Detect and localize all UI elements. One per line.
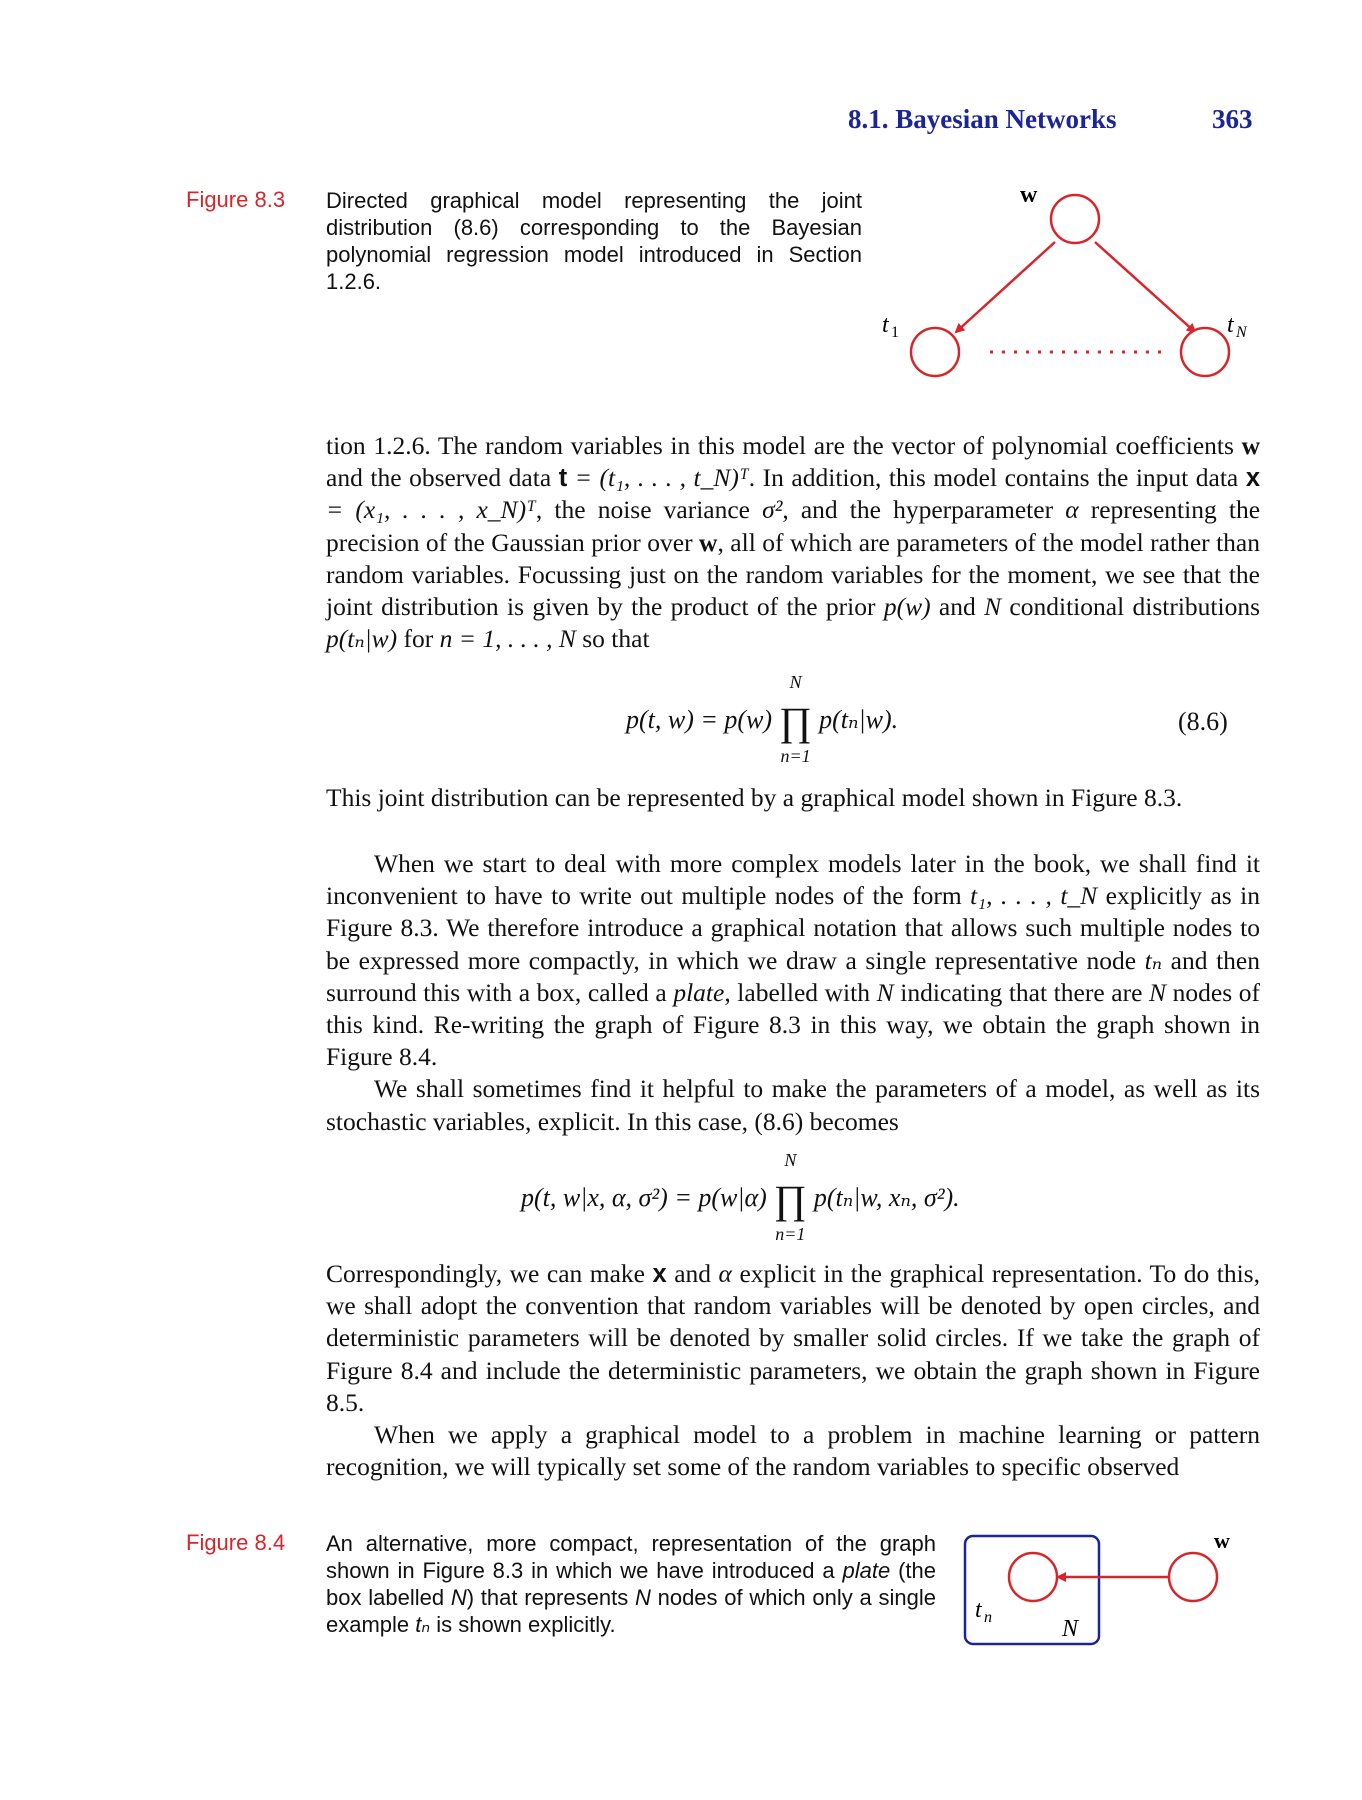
eq86-prod-lower: n=1 [780, 746, 811, 766]
math-tn: tₙ [1144, 945, 1163, 975]
eq2-rhs: p(tₙ|w, xₙ, σ²). [813, 1182, 960, 1212]
p1-text-a: tion 1.2.6. The random variables in this model are the vector of polynomial coefficients [326, 431, 1242, 460]
math-t-vector: = (t₁, . . . , t_N)ᵀ [574, 463, 749, 493]
page-number: 363 [1212, 104, 1253, 134]
math-t: t [558, 464, 568, 493]
math-N: N [984, 592, 1002, 622]
math-N-3: N [1149, 977, 1167, 1007]
node-tN [1181, 328, 1229, 376]
p3-text-e: indicating that there are [893, 977, 1150, 1007]
node-tn-subscript: n [984, 1609, 992, 1626]
p3-text-a: When we start to deal with more complex models later in the book, we shall find it inconvenient to have to write out multiple nodes of the form [326, 849, 1260, 911]
node-tn [1009, 1553, 1057, 1601]
fig84-caption-d: nodes of which only a single example [326, 1585, 936, 1637]
p1-text-d: , the noise variance [535, 495, 763, 525]
node-w-fig84-label: w [1214, 1528, 1230, 1553]
eq2-prod-symbol: ∏ [773, 1177, 807, 1222]
math-n-range: n = 1, . . . , N [439, 624, 576, 654]
paragraph-1 [326, 430, 1260, 655]
equation-8-6 [626, 672, 899, 766]
p3-plate: plate [673, 977, 725, 1007]
p1-text-j: for [397, 624, 440, 654]
math-t-range: t₁, . . . , t_N [970, 881, 1098, 911]
p5-text-a: Correspondingly, we can make [326, 1259, 653, 1288]
figure-8-3-caption: Directed graphical model representing the joint distribution (8.6) corresponding to the Bayesian polynomial regression model introduced in Section 1.2.6. [326, 188, 862, 294]
p5-text-b: and [666, 1259, 719, 1288]
math-x: x [1245, 464, 1260, 493]
node-tN-label: t [1227, 312, 1234, 338]
p1-text-f: representing the precision of the Gaussian prior over [326, 495, 1261, 557]
p1-text-h: and [930, 592, 985, 622]
eq86-product [779, 672, 813, 766]
fig84-caption-plate: plate [842, 1558, 891, 1583]
eq2-lhs: p(t, w|x, α, σ²) = p(w|α) [521, 1182, 767, 1212]
p1-text-g: , all of which are parameters of the model rather than random variables. Focussing just on the random variables for the moment, we see that the joint distribution is given by the product of the prior [326, 527, 1260, 622]
math-alpha: α [1065, 495, 1079, 525]
p1-text-e: , and the hyperparameter [782, 495, 1066, 525]
node-w-label: w [1020, 182, 1038, 208]
node-tn-label: t [975, 1597, 982, 1623]
node-t1 [911, 328, 959, 376]
paragraph-2 [326, 782, 1260, 814]
eq2-product [773, 1150, 807, 1244]
paragraph-5-6 [326, 1258, 1260, 1483]
math-x-vector: = (x₁, . . . , x_N)ᵀ [326, 495, 536, 525]
node-tN-subscript: N [1236, 324, 1247, 341]
node-t1-label: t [882, 312, 889, 338]
p1-text-b: and the observed data [326, 463, 559, 493]
equation-8-6-number: (8.6) [1178, 707, 1228, 736]
paragraph-3-4 [326, 848, 1260, 1138]
node-t1-subscript: 1 [891, 324, 899, 341]
p1-text-i: conditional distributions [1001, 592, 1260, 622]
fig84-caption-tn: tₙ [415, 1612, 431, 1637]
math-alpha-2: α [718, 1259, 732, 1288]
node-w [1051, 195, 1099, 243]
math-sigma2: σ² [762, 495, 783, 525]
eq2-prod-lower: n=1 [775, 1224, 806, 1244]
p6-text: When we apply a graphical model to a problem in machine learning or pattern recognition, we will typically set some of the random variables to specific observed [326, 1420, 1260, 1482]
math-w: w [1241, 431, 1260, 460]
math-w-2: w [699, 527, 718, 557]
p5-text-c: explicit in the graphical representation. To do this, we shall adopt the convention that random variables will be denoted by open circles, and deterministic parameters will be denoted by smaller solid circles. If we take the graph of Figure 8.4 and include the deterministic parameters, we obtain the graph shown in Figure 8.5. [326, 1259, 1260, 1417]
edge-w-to-t1 [956, 242, 1055, 332]
p4-text: We shall sometimes find it helpful to make the parameters of a model, as well as its stochastic variables, explicit. In this case, (8.6) becomes [326, 1074, 1260, 1136]
fig84-caption-a: An alternative, more compact, representation of the graph shown in Figure 8.3 in which we have introduced a [326, 1531, 936, 1583]
eq86-lhs: p(t, w) = p(w) [626, 704, 773, 734]
p3-text-c: and then surround this with a box, called a [326, 945, 1260, 1007]
fig84-caption-c: ) that represents [466, 1585, 635, 1610]
p3-text-b: explicitly as in Figure 8.3. We therefore introduce a graphical notation that allows such multiple nodes to be expressed more compactly, in which we draw a single representative node [326, 881, 1261, 975]
node-w-fig84 [1169, 1553, 1217, 1601]
eq86-prod-upper: N [789, 672, 802, 692]
math-pw: p(w) [883, 592, 931, 622]
fig84-caption-N: N [450, 1585, 467, 1610]
math-x-2: x [652, 1260, 667, 1288]
p2-text: This joint distribution can be represented by a graphical model shown in Figure 8.3. [326, 783, 1183, 812]
figure-8-4-caption [326, 1530, 936, 1638]
eq86-prod-symbol: ∏ [779, 699, 813, 744]
p1-text-c: . In addition, this model contains the input data [748, 463, 1246, 493]
figure-8-3-graph [870, 180, 1270, 390]
figure-8-4-graph [960, 1520, 1250, 1650]
edge-w-to-tN [1095, 242, 1195, 332]
fig84-caption-N-2: N [634, 1585, 651, 1610]
eq2-prod-upper: N [784, 1150, 797, 1170]
eq86-rhs: p(tₙ|w). [819, 704, 899, 734]
fig84-caption-b: (the box labelled [326, 1558, 936, 1610]
figure-8-4-label: Figure 8.4 [186, 1530, 286, 1555]
math-N-2: N [876, 977, 894, 1007]
p1-text-k: so that [575, 624, 650, 654]
equation-8-6-extended [521, 1150, 960, 1244]
p3-text-d: , labelled with [724, 977, 877, 1007]
math-ptnw: p(tₙ|w) [326, 624, 398, 654]
fig84-caption-e: is shown explicitly. [430, 1612, 616, 1637]
p3-text-f: nodes of this kind. Re-writing the graph of Figure 8.3 in this way, we obtain the graph shown in Figure 8.4. [326, 977, 1261, 1072]
running-header-title: 8.1. Bayesian Networks [848, 104, 1117, 134]
plate-label-N: N [1062, 1616, 1079, 1642]
figure-8-3-label: Figure 8.3 [186, 187, 286, 212]
